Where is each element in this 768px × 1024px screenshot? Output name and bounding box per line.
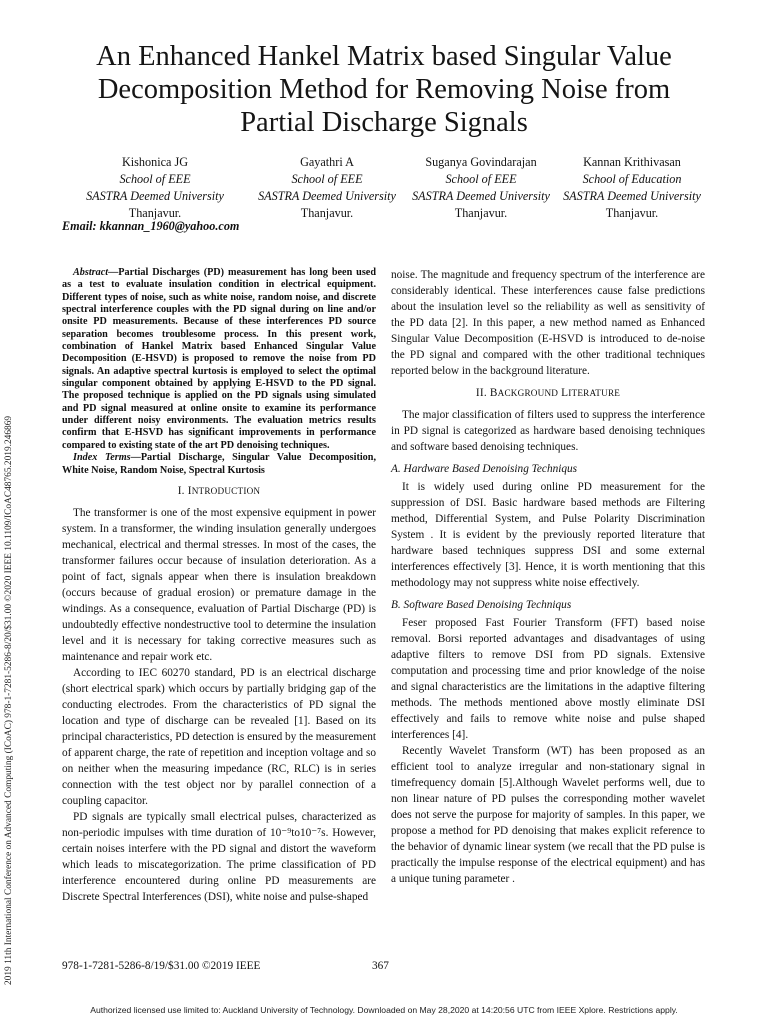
author-univ: SASTRA Deemed University	[258, 189, 396, 203]
abstract-text: —Partial Discharges (PD) measurement has long been used as a test to evaluate insulation condition in electrical equipment. Different types of noise, such as white noise, random noise, and discrete spectral interference couples with the PD signal during on line and/or onsite PD measurements. Because of these interferences PD source separation becomes troublesome process. In this present work, combination of Hankel Matrix based Enhanced Singular Value Decomposition (E-HSVD) is proposed to remove the noise from PD signals. An adaptive spectral kurtosis is employed to select the optimal singular component obtained by applying E-HSVD to the PD signal. The proposed technique is applied on the PD signals using simulated and PD signal measured at online onsite to examine its performance under different noisy environments. The evaluation metrics results confirm that E-HSVD has significant improvements in performance compared to existing state of the art PD denoising techniques.	[62, 267, 376, 451]
author-name: Gayathri A	[300, 155, 354, 169]
section-heading-introduction: I. INTRODUCTION	[177, 484, 261, 497]
index-terms	[62, 452, 376, 477]
copyright-footer: 978-1-7281-5286-8/19/$31.00 ©2019 IEEE	[62, 960, 261, 972]
subsection-heading-hardware: A. Hardware Based Denoising Techniqus	[391, 463, 578, 475]
right-column	[391, 267, 705, 887]
license-notice: Authorized licensed use limited to: Auckland University of Technology. Downloaded on May 28,2020 at 14:20:56 UTC from IEEE Xplore. Restrictions apply.	[90, 1005, 678, 1015]
author-univ: SASTRA Deemed University	[563, 189, 701, 203]
author-univ: SASTRA Deemed University	[86, 189, 224, 203]
title-line-3: Partial Discharge Signals	[240, 107, 528, 138]
author-dept: School of EEE	[445, 172, 517, 186]
index-terms-text: —Partial Discharge, Singular Value Decomposition, White Noise, Random Noise, Spectral Kurtosis	[62, 452, 376, 476]
author-dept: School of Education	[582, 172, 682, 186]
continued-paragraph: noise. The magnitude and frequency spectrum of the interference are considerably identical. These interferences cause false predictions about the insulation level so the reliability as well as sensitivity of the PD data [2]. In this paper, a new method named as Enhanced Singular Value Decomposition (E-HSVD is introduced to de-noise the PD signal and compared with the other traditional techniques reported below in the background literature.	[391, 269, 705, 377]
author-name: Suganya Govindarajan	[425, 155, 537, 169]
author-block-1	[60, 154, 250, 222]
author-email: Email: kkannan_1960@yahoo.com	[62, 219, 240, 233]
subsection-heading-software: B. Software Based Denoising Techniqus	[391, 599, 572, 611]
intro-paragraph-2: According to IEC 60270 standard, PD is an electrical discharge (short electrical spark) which occurs by partially bridging gap of the conducting electrodes. From the characteristics of PD signal the location and type of discharge can be revealed [1]. Based on its principal characteristics, PD detection is ensured by the measurement of apparent charge, the rate of repetition and inception voltage and so on neither when the measuring impedance (RC, RLC) is in series connection with the test object nor by parallel connection of a coupling capacitor.	[62, 666, 377, 807]
page-number: 367	[372, 960, 389, 972]
background-paragraph: The major classification of filters used to suppress the interference in PD signal is categorized as hardware based denoising techniques and software based denoising techniques.	[391, 409, 705, 453]
hardware-paragraph: It is widely used during online PD measurement for the suppression of DSI. Basic hardware based methods are Filtering method, Differential System, and Pulse Polarity Discrimination System . It is evident by the previously reported literature that hardware based techniques suppress DSI and some external interferences effectively [3]. Hence, it is worth mentioning that this methodology may not suppress white noise effectively.	[391, 481, 705, 589]
author-univ: SASTRA Deemed University	[412, 189, 550, 203]
abstract-label: Abstract	[73, 267, 109, 278]
software-paragraph-1: Feser proposed Fast Fourier Transform (FFT) based noise removal. Borsi reported advantages and disadvantages of using adaptive filters to remove DSI from PD signals. Extensive computation and processing time and prior knowledge of the noise and signal characteristics are the limitations in the adaptive filtering methods. The methods mentioned above mostly eliminate DSI effectively and fails to remove white noise and pulse shaped interferences [4].	[391, 617, 705, 741]
index-terms-label: Index Terms	[73, 452, 131, 464]
software-paragraph-2: Recently Wavelet Transform (WT) has been proposed as an efficient tool to analyze irregular and non-stationary signal in timefrequency domain [5].Although Wavelet performs well, due to non linear nature of PD pulses the corresponding mother wavelet does not serve the purpose for majority of samples. In this paper, we propose a method for PD denoising that makes explicit reference to the behavior of dynamic linear system (we recall that the PD pulse is practically the impulse response of the electrical equipment) and has a unique tuning parameter .	[391, 745, 705, 885]
author-city: Thanjavur.	[605, 206, 659, 220]
author-city: Thanjavur.	[128, 206, 182, 220]
title-line-2: Decomposition Method for Removing Noise from	[97, 74, 671, 105]
left-column	[62, 267, 376, 905]
author-dept: School of EEE	[291, 172, 363, 186]
conference-sidebar: 2019 11th International Conference on Advanced Computing (ICoAC) 978-1-7281-5286-8/20/$31.00 ©2020 IEEE 10.1109/ICoAC48765.2019.246869	[4, 415, 14, 985]
intro-paragraph-3: PD signals are typically small electrical pulses, characterized as non-periodic impulses with time duration of 10⁻⁹to10⁻⁷s. However, certain noises interfere with the PD signal and distort the waveform which leads to miscategorization. The prime classification of PD interference encountered during online PD measurements are Discrete Spectral Interferences (DSI), white noise and pulse-shaped	[62, 810, 376, 903]
abstract	[62, 267, 376, 452]
author-name: Kishonica JG	[121, 155, 188, 169]
section-heading-background: II. BACKGROUND LITERATURE	[475, 387, 621, 399]
author-city: Thanjavur.	[300, 206, 354, 220]
title-line-1: An Enhanced Hankel Matrix based Singular Value	[96, 41, 672, 72]
paper-title	[40, 40, 728, 139]
author-city: Thanjavur.	[454, 206, 508, 220]
intro-paragraph-1: The transformer is one of the most expensive equipment in power system. In a transformer, the winding insulation generally undergoes mechanical, electrical and thermal stresses. In most of the cases, the transformer failures occur because of insulation deterioration. As a point of fact, signals appear when there is insulation breakdown (occurs because of gradual erosion) or premature damage in the windings. As a consequence, evaluation of Partial Discharge (PD) is undoubtedly effective nondestructive tool to determine the insulation level and it is necessary for taking corrective measures such as maintenance and repair work etc.	[62, 506, 376, 663]
author-dept: School of EEE	[119, 172, 191, 186]
author-name: Kannan Krithivasan	[583, 155, 681, 169]
author-block-4	[537, 154, 727, 222]
